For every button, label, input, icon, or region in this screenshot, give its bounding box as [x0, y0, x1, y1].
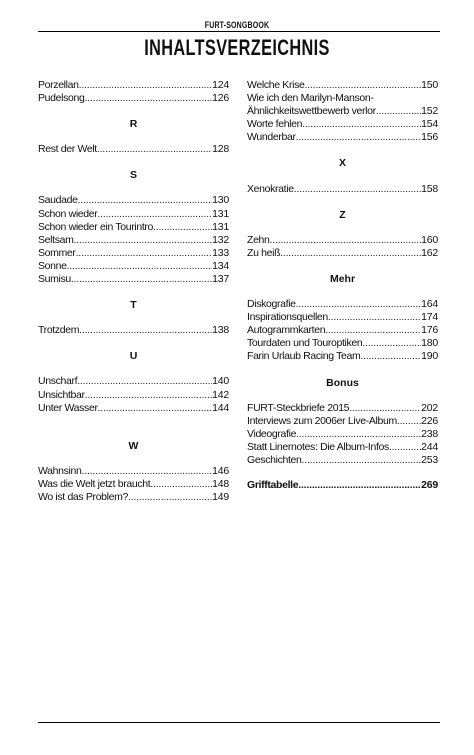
dot-leader	[296, 298, 421, 310]
toc-entry-page: 134	[212, 259, 229, 272]
toc-entry-title: Zehn	[247, 233, 270, 246]
toc-entry-page: 131	[212, 220, 229, 233]
dot-leader	[362, 337, 421, 349]
toc-entry-title: Pudelsong	[38, 92, 85, 105]
header-rule	[38, 31, 440, 32]
letter-heading-w: W	[128, 439, 139, 452]
letter-heading-z: Z	[339, 208, 346, 221]
dot-leader	[97, 143, 212, 155]
toc-entry[interactable]	[247, 415, 438, 428]
toc-entry-title: Unsichtbar	[38, 388, 85, 401]
toc-group-w	[38, 465, 229, 504]
toc-entry-title: Statt Linernotes: Die Album-Infos	[247, 440, 389, 453]
toc-entry-page: 190	[421, 350, 438, 363]
letter-heading-s: S	[129, 169, 137, 182]
toc-entry[interactable]	[247, 350, 438, 363]
dot-leader	[294, 183, 421, 195]
toc-right-column	[247, 79, 438, 492]
dot-leader	[360, 350, 421, 362]
toc-group-x	[247, 183, 438, 196]
dot-leader	[280, 247, 421, 259]
toc-entry-page: 142	[212, 388, 229, 401]
toc-entry-page: 150	[421, 79, 438, 91]
toc-entry-title: Diskografie	[247, 298, 296, 311]
toc-entry-title: Schon wieder ein Tourintro	[38, 220, 154, 233]
toc-entry[interactable]	[38, 375, 229, 388]
toc-entry[interactable]	[247, 234, 438, 247]
toc-entry[interactable]	[247, 298, 438, 311]
toc-group-mehr	[247, 298, 438, 363]
toc-entry-title-line1: Wie ich den Marilyn-Manson-	[247, 92, 374, 105]
toc-entry-page: 158	[421, 182, 438, 195]
toc-group-r	[38, 143, 229, 156]
section-heading-mehr: Mehr	[329, 272, 356, 285]
dot-leader	[389, 441, 421, 453]
dot-leader	[296, 428, 421, 440]
toc-entry[interactable]	[38, 143, 229, 156]
toc-entry-title: Wo ist das Problem?	[38, 490, 129, 503]
toc-left-column	[38, 79, 229, 504]
toc-entry[interactable]	[38, 92, 229, 105]
dot-leader	[82, 465, 213, 477]
toc-entry[interactable]	[38, 221, 229, 234]
toc-group-w-cont2	[247, 118, 438, 144]
dot-leader	[376, 105, 421, 117]
toc-entry-title: Sonne	[38, 259, 67, 272]
toc-entry-page: 137	[212, 273, 229, 286]
dot-leader	[325, 324, 421, 336]
toc-entry-title: Sumisu	[38, 273, 71, 286]
toc-entry[interactable]	[247, 324, 438, 337]
toc-entry[interactable]	[38, 79, 229, 92]
toc-entry[interactable]	[38, 260, 229, 273]
toc-entry[interactable]	[247, 337, 438, 350]
dot-leader	[85, 389, 212, 401]
dot-leader	[67, 260, 212, 272]
toc-group-p	[38, 79, 229, 105]
spacer	[247, 467, 438, 479]
toc-entry-title: Xenokratie	[247, 182, 294, 195]
toc-entry-page: 269	[421, 479, 438, 492]
toc-entry-page: 152	[421, 105, 438, 118]
toc-entry-title: Was die Welt jetzt braucht	[38, 477, 151, 490]
toc-entry-title: Zu heiß	[247, 246, 281, 259]
toc-entry-title: Schon wieder	[38, 207, 98, 220]
toc-entry-title: Tourdaten und Touroptiken	[247, 337, 363, 350]
dot-leader	[128, 491, 212, 503]
toc-entry-title: Interviews zum 2006er Live-Album	[247, 414, 397, 427]
toc-entry-page: 146	[212, 464, 229, 477]
toc-entry[interactable]	[38, 389, 229, 402]
letter-heading-u: U	[129, 350, 138, 363]
toc-entry[interactable]	[247, 402, 438, 415]
spacer	[38, 415, 229, 427]
dot-leader	[97, 208, 212, 220]
dot-leader	[79, 324, 212, 336]
toc-entry-page: 140	[212, 375, 229, 388]
toc-entry[interactable]	[247, 454, 438, 467]
book-header: FURT-SONGBOOK	[204, 20, 270, 30]
toc-entry-page: 238	[421, 427, 438, 440]
toc-entry[interactable]	[38, 234, 229, 247]
toc-entry-title: Grifftabelle	[247, 479, 299, 492]
toc-entry-page: 128	[212, 143, 229, 156]
toc-entry[interactable]	[247, 118, 438, 131]
dot-leader	[304, 79, 421, 91]
toc-entry-page: 130	[212, 194, 229, 207]
dot-leader	[73, 234, 212, 246]
toc-entry-page: 124	[212, 79, 229, 91]
toc-entry-title: Wunderbar	[247, 131, 296, 144]
toc-entry-title: Geschichten	[247, 453, 302, 466]
toc-entry-page: 253	[421, 453, 438, 466]
toc-entry-title: Rest der Welt	[38, 143, 97, 156]
toc-entry[interactable]	[38, 478, 229, 491]
toc-entry[interactable]	[247, 131, 438, 144]
letter-heading-r: R	[129, 118, 138, 131]
toc-entry-page: 126	[212, 92, 229, 105]
dot-leader	[270, 234, 422, 246]
dot-leader	[302, 118, 421, 130]
toc-entry-title: Videografie	[247, 427, 297, 440]
toc-group-bonus	[247, 402, 438, 467]
toc-entry-page: 138	[212, 324, 229, 337]
toc-entry-title: FURT-Steckbriefe 2015	[247, 401, 350, 414]
toc-entry[interactable]	[247, 428, 438, 441]
dot-leader	[349, 402, 421, 414]
toc-entry-title: Wahnsinn	[38, 464, 82, 477]
toc-entry-page: 202	[421, 401, 438, 414]
toc-entry[interactable]	[247, 441, 438, 454]
toc-entry[interactable]	[247, 247, 438, 260]
toc-entry[interactable]	[38, 491, 229, 504]
toc-entry[interactable]	[38, 194, 229, 207]
toc-entry-title: Inspirationsquellen	[247, 311, 328, 324]
dot-leader	[397, 415, 421, 427]
dot-leader	[84, 92, 212, 104]
toc-entry-page: 226	[421, 414, 438, 427]
toc-entry-page: 148	[212, 477, 229, 490]
toc-entry-page: 156	[421, 131, 438, 144]
toc-entry[interactable]	[38, 208, 229, 221]
toc-entry-page: 176	[421, 324, 438, 337]
dot-leader	[76, 247, 213, 259]
toc-entry-page: 154	[421, 118, 438, 131]
toc-entry-page: 132	[212, 233, 229, 246]
toc-entry-title: Autogrammkarten	[247, 324, 326, 337]
dot-leader	[71, 273, 212, 285]
toc-entry-title: Trotzdem	[38, 324, 80, 337]
toc-entry-page: 180	[421, 337, 438, 350]
dot-leader	[77, 375, 212, 387]
footer-rule	[38, 722, 440, 723]
section-heading-bonus: Bonus	[326, 376, 359, 389]
toc-entry-page: 133	[212, 246, 229, 259]
toc-entry[interactable]	[38, 324, 229, 337]
toc-entry-title: Ähnlichkeitswettbewerb verlor	[247, 105, 376, 118]
toc-group-z	[247, 234, 438, 260]
toc-entry-title: Sommer	[38, 246, 76, 259]
toc-entry-title: Porzellan	[38, 79, 79, 91]
toc-entry[interactable]	[38, 465, 229, 478]
toc-entry-title: Welche Krise	[247, 79, 305, 91]
toc-entry-page: 174	[421, 311, 438, 324]
toc-entry[interactable]	[247, 105, 438, 118]
toc-entry-page: 149	[212, 490, 229, 503]
dot-leader	[98, 402, 212, 414]
toc-entry-title: Unscharf	[38, 375, 78, 388]
toc-entry[interactable]	[247, 183, 438, 196]
toc-group-t	[38, 324, 229, 337]
toc-entry[interactable]	[38, 402, 229, 415]
dot-leader	[296, 131, 421, 143]
dot-leader	[298, 479, 421, 491]
toc-entry-page: 131	[212, 207, 229, 220]
toc-group-s	[38, 194, 229, 286]
toc-entry[interactable]	[38, 247, 229, 260]
toc-entry[interactable]	[38, 273, 229, 286]
dot-leader	[78, 194, 212, 206]
toc-entry-title: Worte fehlen	[247, 118, 303, 131]
toc-entry-grifftabelle[interactable]	[247, 479, 438, 492]
dot-leader	[153, 221, 212, 233]
toc-entry-title: Saudade	[38, 194, 78, 207]
dot-leader	[150, 478, 212, 490]
toc-group-u	[38, 375, 229, 414]
letter-heading-x: X	[338, 157, 346, 170]
page-title: INHALTSVERZEICHNIS	[144, 35, 330, 60]
toc-entry[interactable]	[247, 311, 438, 324]
toc-entry-title: Farin Urlaub Racing Team	[247, 350, 361, 363]
toc-entry-page: 144	[212, 401, 229, 414]
toc-entry-page: 244	[421, 440, 438, 453]
toc-entry-page: 164	[421, 298, 438, 311]
dot-leader	[328, 311, 421, 323]
toc-entry-page: 160	[421, 233, 438, 246]
toc-entry-title: Unter Wasser	[38, 401, 98, 414]
toc-entry-title: Seltsam	[38, 233, 74, 246]
letter-heading-t: T	[130, 299, 137, 312]
toc-entry-page: 162	[421, 246, 438, 259]
dot-leader	[302, 454, 422, 466]
toc-entry[interactable]	[247, 79, 438, 92]
dot-leader	[79, 79, 212, 91]
toc-group-w-cont	[247, 79, 438, 92]
